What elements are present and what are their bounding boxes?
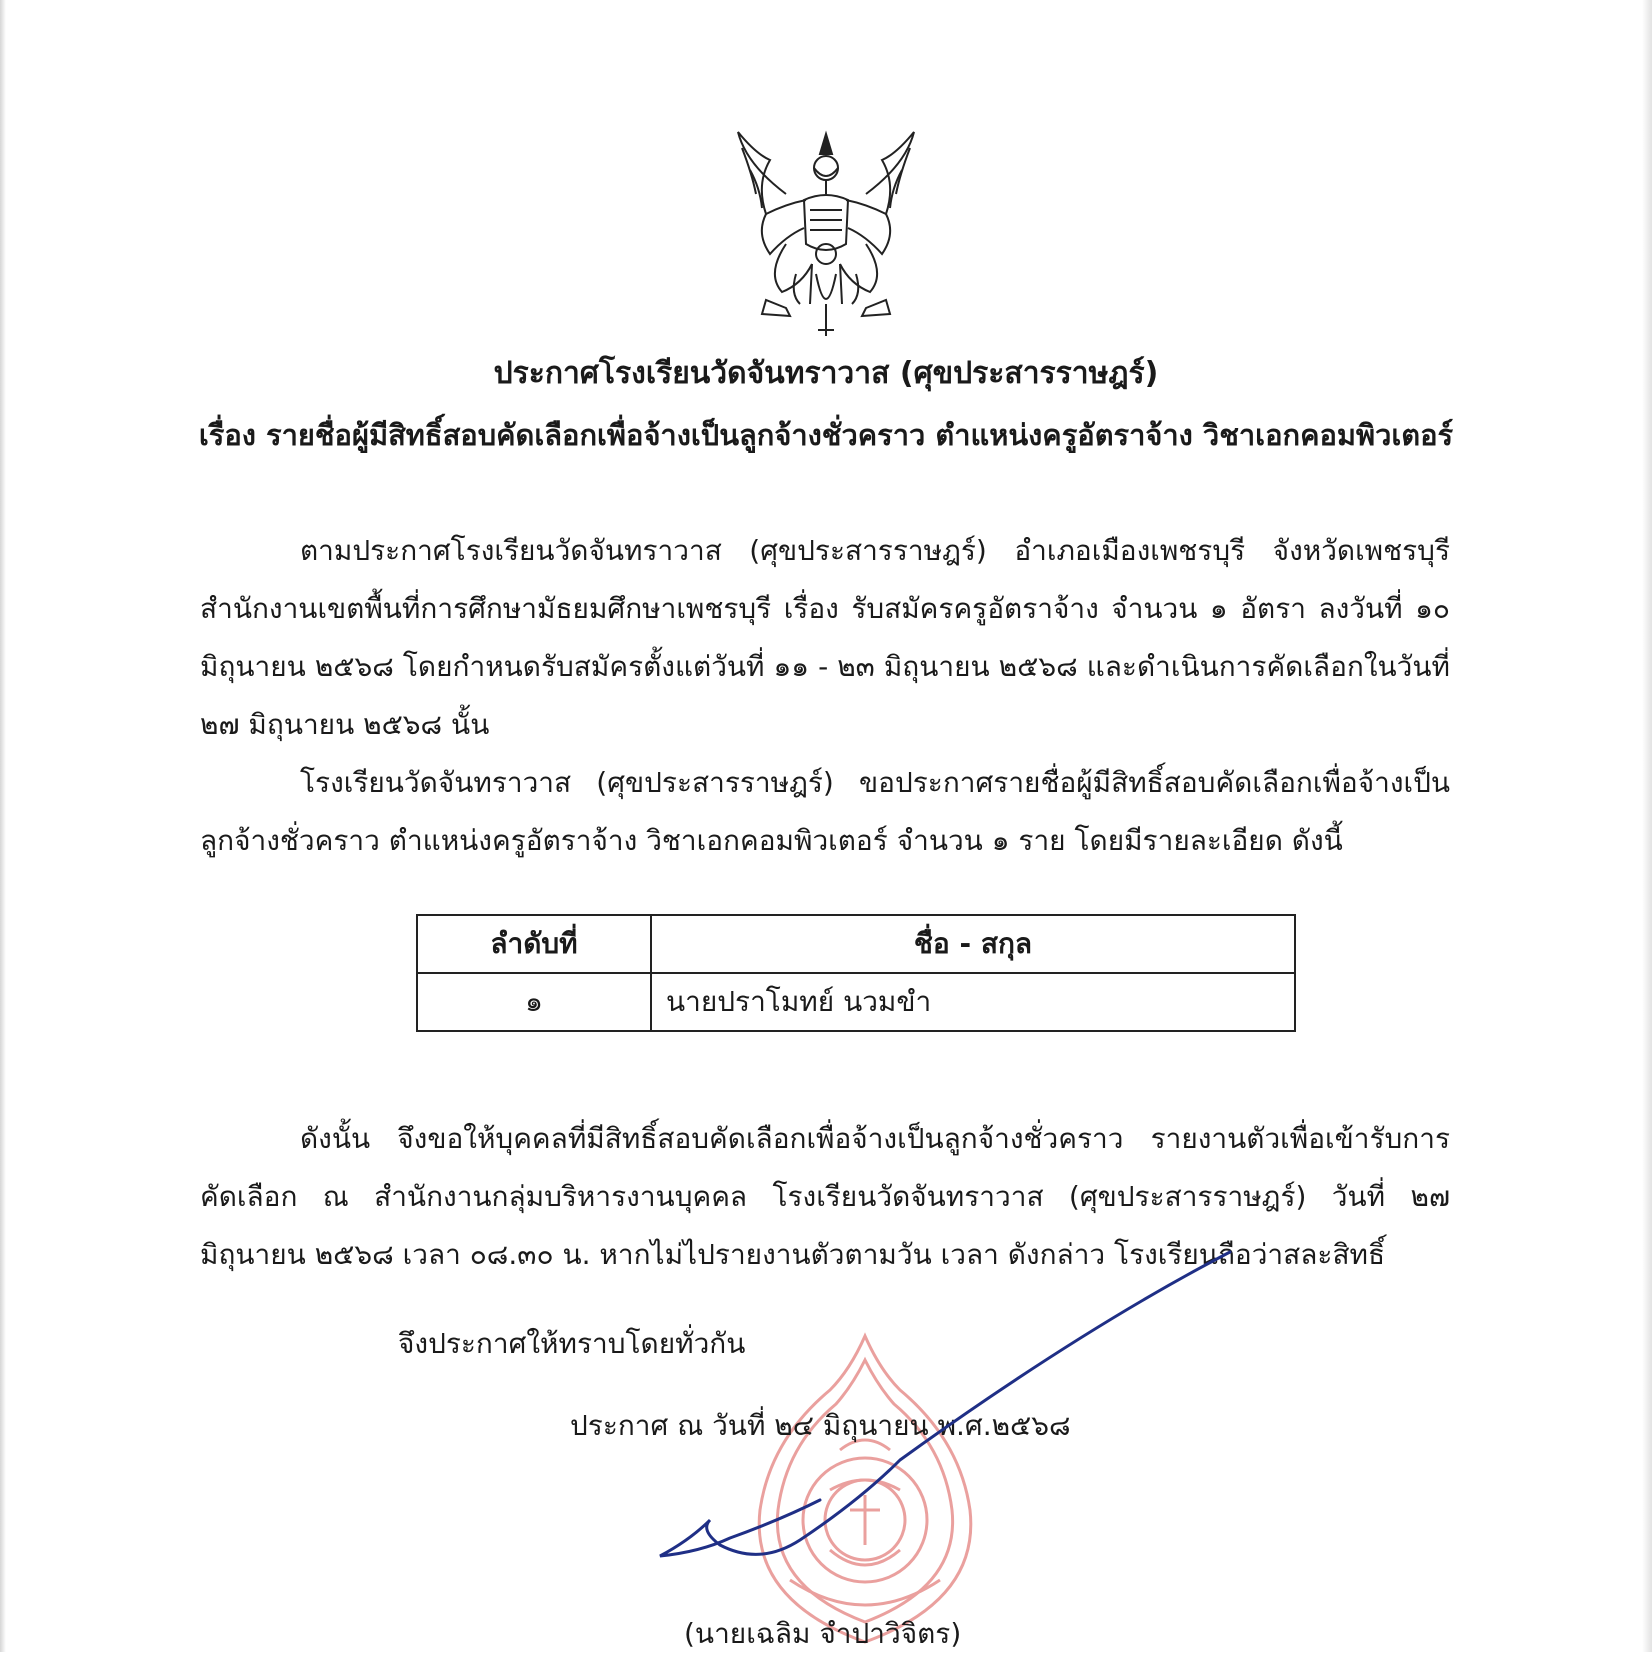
table-row [417,973,1295,1031]
school-seal-stamp [730,1330,1000,1652]
column-header-name: ชื่อ - สกุล [651,915,1295,973]
scan-edge-left [0,0,6,1652]
body-paragraph-1: ตามประกาศโรงเรียนวัดจันทราวาส (ศุขประสารราษฎร์) อำเภอเมืองเพชรบุรี จังหวัดเพชรบุรี สำนักงานเขตพื้นที่การศึกษามัธยมศึกษาเพชรบุรี เรื่อง รับสมัครครูอัตราจ้าง จำนวน ๑ อัตรา ลงวันที่ ๑๐ มิถุนายน ๒๕๖๘ โดยกำหนดรับสมัครตั้งแต่วันที่ ๑๑ - ๒๓ มิถุนายน ๒๕๖๘ และดำเนินการคัดเลือกในวันที่ ๒๗ มิถุนายน ๒๕๖๘ นั้น [200,534,1450,741]
garuda-emblem-icon [726,124,926,344]
body-paragraph-3: ดังนั้น จึงขอให้บุคคลที่มีสิทธิ์สอบคัดเลือกเพื่อจ้างเป็นลูกจ้างชั่วคราว รายงานตัวเพื่อเข้ารับการคัดเลือก ณ สำนักงานกลุ่มบริหารงานบุคคล โรงเรียนวัดจันทราวาส (ศุขประสารราษฎร์) วันที่ ๒๗ มิถุนายน ๒๕๖๘ เวลา ๐๘.๓๐ น. หากไม่ไปรายงานตัวตามวัน เวลา ดังกล่าว โรงเรียนถือว่าสละสิทธิ์ [200,1122,1450,1271]
cell-name: นายปราโมทย์ นวมขำ [651,973,1295,1031]
announcement-subject: เรื่อง รายชื่อผู้มีสิทธิ์สอบคัดเลือกเพื่อจ้างเป็นลูกจ้างชั่วคราว ตำแหน่งครูอัตราจ้าง วิชาเอกคอมพิวเตอร์ [198,418,1454,452]
signatory-name: (นายเฉลิม จำปาวิจิตร) [684,1617,962,1650]
scan-edge-right [1642,0,1652,1652]
candidate-table [416,914,1296,1032]
table-header-row [417,915,1295,973]
announcement-title: ประกาศโรงเรียนวัดจันทราวาส (ศุขประสารราษฎร์) [493,356,1159,391]
column-header-order: ลำดับที่ [417,915,651,973]
cell-order: ๑ [417,973,651,1031]
announcement-date: ประกาศ ณ วันที่ ๒๔ มิถุนายน พ.ศ.๒๕๖๘ [570,1409,1071,1442]
closing-statement: จึงประกาศให้ทราบโดยทั่วกัน [398,1327,746,1360]
body-paragraph-2: โรงเรียนวัดจันทราวาส (ศุขประสารราษฎร์) ขอประกาศรายชื่อผู้มีสิทธิ์สอบคัดเลือกเพื่อจ้างเป็นลูกจ้างชั่วคราว ตำแหน่งครูอัตราจ้าง วิชาเอกคอมพิวเตอร์ จำนวน ๑ ราย โดยมีรายละเอียด ดังนี้ [200,766,1450,857]
